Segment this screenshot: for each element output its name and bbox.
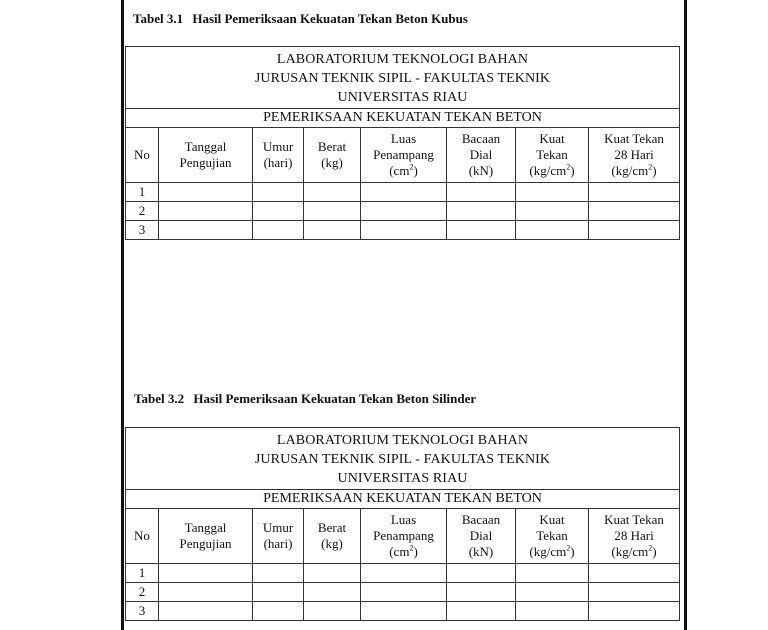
cell-umur [253, 583, 304, 602]
col-luas-close: ) [413, 163, 418, 178]
caption-title: Hasil Pemeriksaan Kekuatan Tekan Beton Silinder [193, 391, 477, 406]
university-name: UNIVERSITAS RIAU [337, 471, 468, 486]
col-umur [253, 509, 304, 564]
col-berat [304, 509, 361, 564]
col-berat-line1: Berat [317, 139, 347, 154]
lab-name: LABORATORIUM TEKNOLOGI BAHAN [276, 433, 529, 448]
lab-name: LABORATORIUM TEKNOLOGI BAHAN [276, 52, 529, 67]
cell-kuat-28 [589, 564, 680, 583]
col-kuat-unit: (kg/cm [529, 163, 567, 178]
col-umur-line2: (hari) [263, 536, 293, 551]
cell-kuat-28 [589, 221, 680, 240]
row-number: 2 [126, 583, 159, 602]
col-kuat28-sup: 2 [648, 543, 653, 553]
col-luas-sup: 2 [409, 543, 414, 553]
cell-kuat [516, 202, 589, 221]
cell-bacaan [447, 583, 516, 602]
cell-kuat-28 [589, 583, 680, 602]
col-kuat28-close: ) [652, 163, 657, 178]
cell-kuat [516, 221, 589, 240]
table-row [126, 202, 680, 221]
cell-luas [361, 221, 447, 240]
cell-tanggal [159, 221, 253, 240]
col-kuat-close: ) [570, 544, 575, 559]
cell-umur [253, 602, 304, 621]
col-bacaan-line3: (kN) [468, 163, 494, 178]
cell-tanggal [159, 183, 253, 202]
col-berat-line2: (kg) [321, 155, 343, 170]
cell-kuat-28 [589, 183, 680, 202]
col-no: No [126, 509, 159, 564]
col-kuat28-unit: (kg/cm [611, 163, 649, 178]
cell-berat [304, 183, 361, 202]
caption-title: Hasil Pemeriksaan Kekuatan Tekan Beton Kubus [192, 11, 468, 26]
col-kuat28-line1: Kuat Tekan [604, 131, 664, 146]
col-umur [253, 128, 304, 183]
column-header-row [126, 509, 680, 564]
col-no: No [126, 128, 159, 183]
cell-tanggal [159, 602, 253, 621]
table-row [126, 602, 680, 621]
col-luas-line3 [361, 163, 446, 179]
col-bacaan [447, 509, 516, 564]
table-row [126, 183, 680, 202]
cell-bacaan [447, 202, 516, 221]
col-kuat28-sup: 2 [648, 162, 653, 172]
col-berat-line1: Berat [317, 520, 347, 535]
col-umur-line1: Umur [262, 520, 294, 535]
col-kuat-line2: Tekan [536, 528, 568, 543]
cell-luas [361, 602, 447, 621]
col-kuat28-line2: 28 Hari [614, 528, 654, 543]
results-table-kubus [125, 46, 680, 240]
cell-bacaan [447, 564, 516, 583]
table-subtitle: PEMERIKSAAN KEKUATAN TEKAN BETON [126, 490, 680, 509]
cell-kuat [516, 602, 589, 621]
col-tanggal-line1: Tanggal [184, 520, 227, 535]
col-kuat-28 [589, 509, 680, 564]
col-berat [304, 128, 361, 183]
results-table-silinder [125, 427, 680, 621]
col-kuat28-line3 [589, 163, 679, 179]
col-luas-line1: Luas [390, 512, 417, 527]
column-header-row [126, 128, 680, 183]
col-tanggal [159, 128, 253, 183]
department-name: JURUSAN TEKNIK SIPIL - FAKULTAS TEKNIK [254, 71, 551, 86]
cell-tanggal [159, 202, 253, 221]
col-kuat-sup: 2 [566, 543, 571, 553]
col-umur-line1: Umur [262, 139, 294, 154]
cell-umur [253, 183, 304, 202]
table-subtitle: PEMERIKSAAN KEKUATAN TEKAN BETON [126, 109, 680, 128]
col-luas [361, 509, 447, 564]
cell-luas [361, 183, 447, 202]
cell-bacaan [447, 221, 516, 240]
col-luas-line2: Penampang [373, 528, 434, 543]
col-luas-line2: Penampang [373, 147, 434, 162]
cell-berat [304, 564, 361, 583]
cell-bacaan [447, 602, 516, 621]
cell-luas [361, 564, 447, 583]
cell-luas [361, 583, 447, 602]
cell-bacaan [447, 183, 516, 202]
cell-berat [304, 221, 361, 240]
col-bacaan [447, 128, 516, 183]
col-luas-unit: (cm [389, 544, 410, 559]
col-bacaan-line2: Dial [469, 528, 493, 543]
cell-tanggal [159, 564, 253, 583]
col-tanggal-line2: Pengujian [179, 155, 232, 170]
col-kuat28-close: ) [652, 544, 657, 559]
cell-kuat-28 [589, 602, 680, 621]
cell-kuat-28 [589, 202, 680, 221]
caption-number: Tabel 3.1 [133, 11, 184, 26]
lab-header [126, 47, 680, 109]
table-row [126, 583, 680, 602]
cell-umur [253, 564, 304, 583]
col-tanggal-line2: Pengujian [179, 536, 232, 551]
col-bacaan-line3: (kN) [468, 544, 494, 559]
col-kuat-line2: Tekan [536, 147, 568, 162]
col-kuat [516, 128, 589, 183]
col-luas-sup: 2 [409, 162, 414, 172]
col-kuat-line1: Kuat [539, 131, 565, 146]
col-kuat-line1: Kuat [539, 512, 565, 527]
cell-umur [253, 221, 304, 240]
col-kuat-line3 [516, 544, 588, 560]
university-name: UNIVERSITAS RIAU [337, 90, 468, 105]
col-kuat-28 [589, 128, 680, 183]
table-caption-1 [133, 11, 468, 27]
col-tanggal-line1: Tanggal [184, 139, 227, 154]
cell-luas [361, 202, 447, 221]
col-kuat28-line2: 28 Hari [614, 147, 654, 162]
col-bacaan-line2: Dial [469, 147, 493, 162]
row-number: 3 [126, 602, 159, 621]
col-kuat-unit: (kg/cm [529, 544, 567, 559]
row-number: 2 [126, 202, 159, 221]
col-bacaan-line1: Bacaan [461, 131, 501, 146]
lab-header [126, 428, 680, 490]
page-border-left [121, 0, 124, 630]
department-name: JURUSAN TEKNIK SIPIL - FAKULTAS TEKNIK [254, 452, 551, 467]
col-luas-close: ) [413, 544, 418, 559]
table-row [126, 564, 680, 583]
col-luas-line3 [361, 544, 446, 560]
col-kuat28-unit: (kg/cm [611, 544, 649, 559]
col-umur-line2: (hari) [263, 155, 293, 170]
row-number: 3 [126, 221, 159, 240]
cell-berat [304, 583, 361, 602]
col-kuat-sup: 2 [566, 162, 571, 172]
col-kuat28-line3 [589, 544, 679, 560]
col-luas-line1: Luas [390, 131, 417, 146]
cell-kuat [516, 583, 589, 602]
cell-berat [304, 202, 361, 221]
col-kuat28-line1: Kuat Tekan [604, 512, 664, 527]
col-tanggal [159, 509, 253, 564]
col-kuat [516, 509, 589, 564]
cell-umur [253, 202, 304, 221]
col-bacaan-line1: Bacaan [461, 512, 501, 527]
col-luas-unit: (cm [389, 163, 410, 178]
cell-berat [304, 602, 361, 621]
table-row [126, 221, 680, 240]
table-caption-2 [134, 391, 476, 407]
cell-kuat [516, 183, 589, 202]
row-number: 1 [126, 183, 159, 202]
page-border-right [684, 0, 687, 630]
caption-number: Tabel 3.2 [134, 391, 185, 406]
col-kuat-line3 [516, 163, 588, 179]
col-kuat-close: ) [570, 163, 575, 178]
cell-kuat [516, 564, 589, 583]
col-luas [361, 128, 447, 183]
cell-tanggal [159, 583, 253, 602]
col-berat-line2: (kg) [321, 536, 343, 551]
row-number: 1 [126, 564, 159, 583]
